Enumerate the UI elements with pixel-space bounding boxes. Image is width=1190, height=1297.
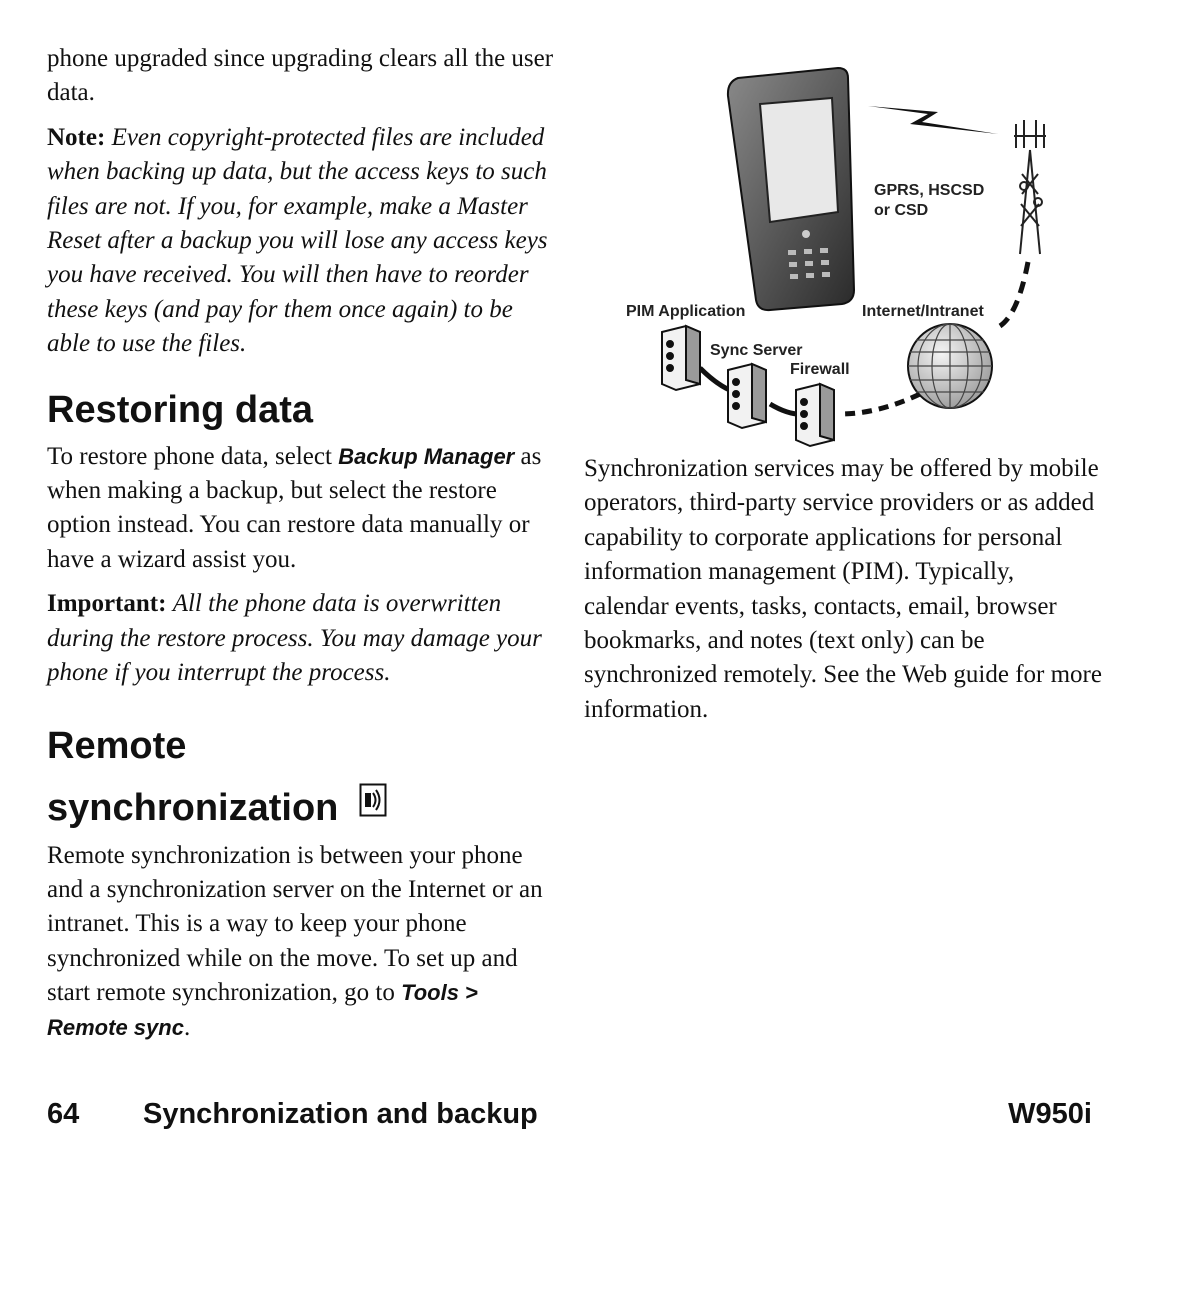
remote-paragraph <box>47 839 559 1045</box>
page-number: 64 <box>47 1098 80 1130</box>
internet-intranet-label: Internet/Intranet <box>862 303 984 320</box>
lightning-icon <box>868 106 998 134</box>
remote-text-post: . <box>183 1013 191 1041</box>
remote-heading-line2: synchronization <box>47 786 339 829</box>
backup-manager-term: Backup Manager <box>338 443 515 469</box>
sync-diagram <box>610 64 1070 452</box>
pim-application-label: PIM Application <box>626 303 746 320</box>
restore-text-post: as when making a backup, but select the restore option instead. You can restore data manually or have a wizard assist you. <box>47 442 542 573</box>
model-name: W950i <box>1008 1098 1092 1130</box>
gprs-label-line2: or CSD <box>874 202 929 219</box>
antenna-tower-icon <box>1014 120 1046 254</box>
important-text: All the phone data is overwritten during the restore process. You may damage your phone if you interrupt the process. <box>47 590 542 687</box>
restore-paragraph <box>47 440 559 578</box>
important-label: Important <box>47 590 159 618</box>
sync-server-label: Sync Server <box>710 342 803 359</box>
tools-remote-sync-term: Tools > Remote sync <box>47 980 478 1040</box>
gprs-label-line1: GPRS, HSCSD <box>874 182 985 199</box>
important-paragraph <box>47 587 559 690</box>
right-column <box>584 452 1104 727</box>
important-colon: : <box>158 590 167 618</box>
remote-heading-line1: Remote <box>47 724 187 767</box>
globe-icon <box>908 324 992 408</box>
restoring-data-heading: Restoring data <box>47 388 314 431</box>
note-label: Note: <box>47 123 106 151</box>
note-paragraph <box>47 121 559 362</box>
remote-sync-icon <box>359 774 387 836</box>
phone-icon <box>728 68 854 310</box>
left-column <box>47 42 559 1045</box>
remote-sync-heading <box>47 715 559 839</box>
section-title: Synchronization and backup <box>143 1098 538 1130</box>
firewall-label: Firewall <box>790 361 850 378</box>
intro-paragraph: phone upgraded since upgrading clears all the user data. <box>47 45 554 107</box>
page-footer <box>47 1098 1092 1138</box>
restore-text-pre: To restore phone data, select <box>47 442 332 470</box>
remote-text-pre: Remote synchronization is between your phone and a synchronization server on the Internet or an intranet. This is a way to keep your phone synchronized while on the move. To set up and start remote synchronization, go to <box>47 841 543 1007</box>
sync-services-paragraph: Synchronization services may be offered by mobile operators, third-party service providers or as added capability to corporate applications for personal information management (PIM). Typically, calendar events, tasks, contacts, email, browser bookmarks, and notes (text only) can be synchronized remotely. See the Web guide for more information. <box>584 455 1102 723</box>
note-text: Even copyright-protected files are included when backing up data, but the access keys to such files are not. If you, for example, make a Master Reset after a backup you will lose any access keys you have received. You will then have to reorder these keys (and pay for them once again) to be able to use the files. <box>47 123 548 358</box>
